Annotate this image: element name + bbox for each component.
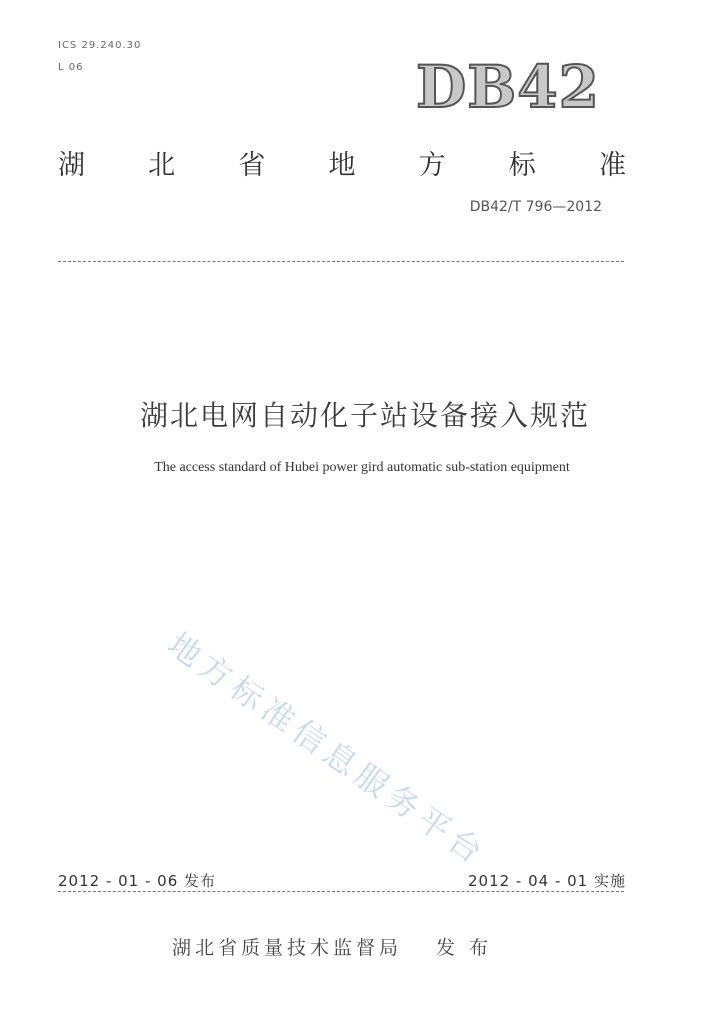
standard-type-char: 湖 bbox=[58, 150, 85, 181]
footer-divider bbox=[58, 891, 624, 892]
ics-code: ICS 29.240.30 bbox=[58, 40, 142, 51]
watermark: 地方标准信息服务平台 bbox=[160, 624, 494, 875]
issuer-name: 湖北省质量技术监督局 bbox=[172, 937, 403, 959]
classification-code: L 06 bbox=[58, 62, 84, 73]
standard-type-char: 方 bbox=[418, 150, 446, 181]
standard-type-heading bbox=[58, 143, 626, 182]
standard-type-char: 北 bbox=[148, 150, 176, 181]
issuer-action: 发 布 bbox=[436, 937, 493, 959]
standard-type-char: 地 bbox=[328, 150, 356, 181]
db42-logo: DB42 bbox=[415, 53, 600, 121]
document-title-chinese: 湖北电网自动化子站设备接入规范 bbox=[139, 399, 590, 432]
issue-date: 2012 - 01 - 06 发布 bbox=[58, 872, 217, 890]
implementation-date: 2012 - 04 - 01 实施 bbox=[467, 872, 626, 890]
header-divider bbox=[58, 261, 624, 262]
standard-type-char: 省 bbox=[238, 150, 266, 181]
standard-type-char: 标 bbox=[508, 150, 536, 181]
issuer-line bbox=[172, 933, 492, 960]
standard-type-char: 准 bbox=[598, 150, 626, 181]
standard-number: DB42/T 796—2012 bbox=[469, 199, 602, 215]
document-title-english: The access standard of Hubei power gird automatic sub-station equipment bbox=[154, 460, 570, 475]
